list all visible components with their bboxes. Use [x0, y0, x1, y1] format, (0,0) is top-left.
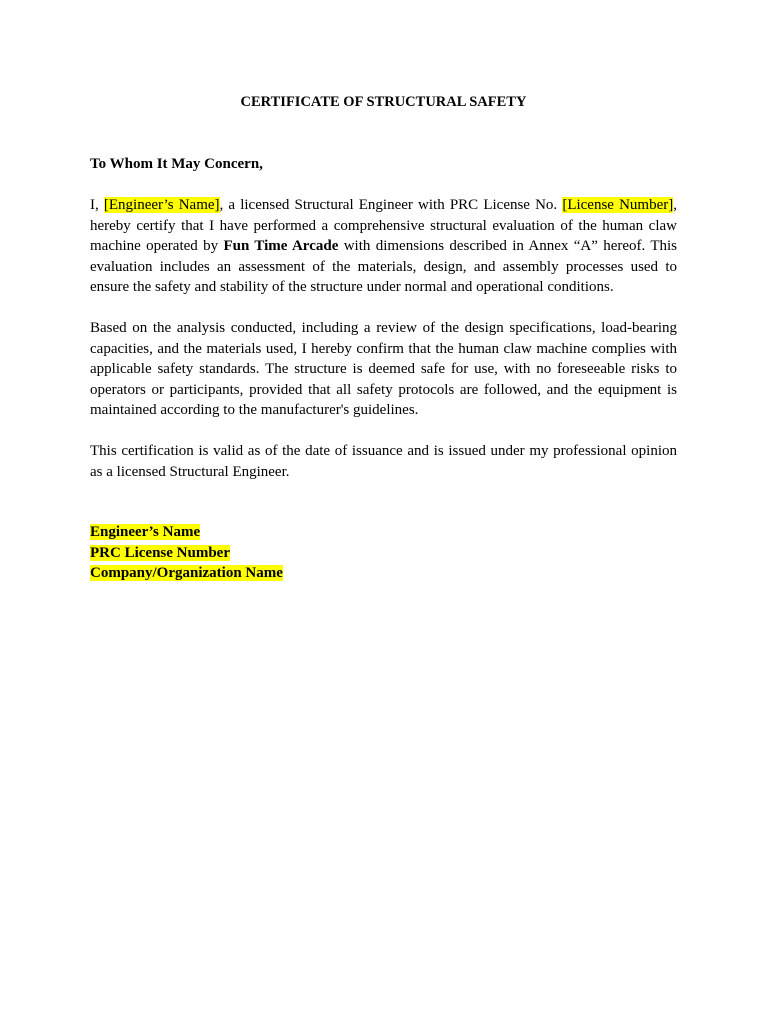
paragraph-validity: This certification is valid as of the date of issuance and is issued under my professional opinion as a licensed Structural Engineer. — [90, 443, 677, 480]
signature-block — [90, 522, 283, 584]
document-title: CERTIFICATE OF STRUCTURAL SAFETY — [240, 94, 527, 110]
license-number-placeholder: [License Number] — [562, 197, 674, 213]
paragraph-certification — [90, 195, 677, 298]
signature-organization: Company/Organization Name — [90, 565, 283, 581]
company-name: Fun Time Arcade — [223, 238, 339, 254]
p1-text-a: I, — [90, 197, 104, 213]
signature-license-number: PRC License Number — [90, 544, 230, 561]
p1-text-c: , hereby certify that I have performed a comprehensive structural evaluation of the human claw machine operated by — [90, 197, 677, 254]
salutation: To Whom It May Concern, — [90, 156, 263, 172]
p1-text-b: , a licensed Structural Engineer with PRC License No. — [219, 197, 563, 213]
engineer-name-placeholder: [Engineer’s Name] — [103, 197, 220, 213]
p1-text-d: with dimensions described in Annex “A” hereof. This evaluation includes an assessment of the materials, design, and assembly processes used to ensure the safety and stability of the structure under normal and operational conditions. — [90, 238, 678, 295]
paragraph-analysis: Based on the analysis conducted, including a review of the design specifications, load-bearing capacities, and the materials used, I hereby confirm that the human claw machine complies with applicable safety standards. The structure is deemed safe for use, with no foreseeable risks to operators or participants, provided that all safety protocols are followed, and the equipment is maintained according to the manufacturer's guidelines. — [90, 320, 677, 418]
signature-engineer-name: Engineer’s Name — [90, 524, 201, 540]
